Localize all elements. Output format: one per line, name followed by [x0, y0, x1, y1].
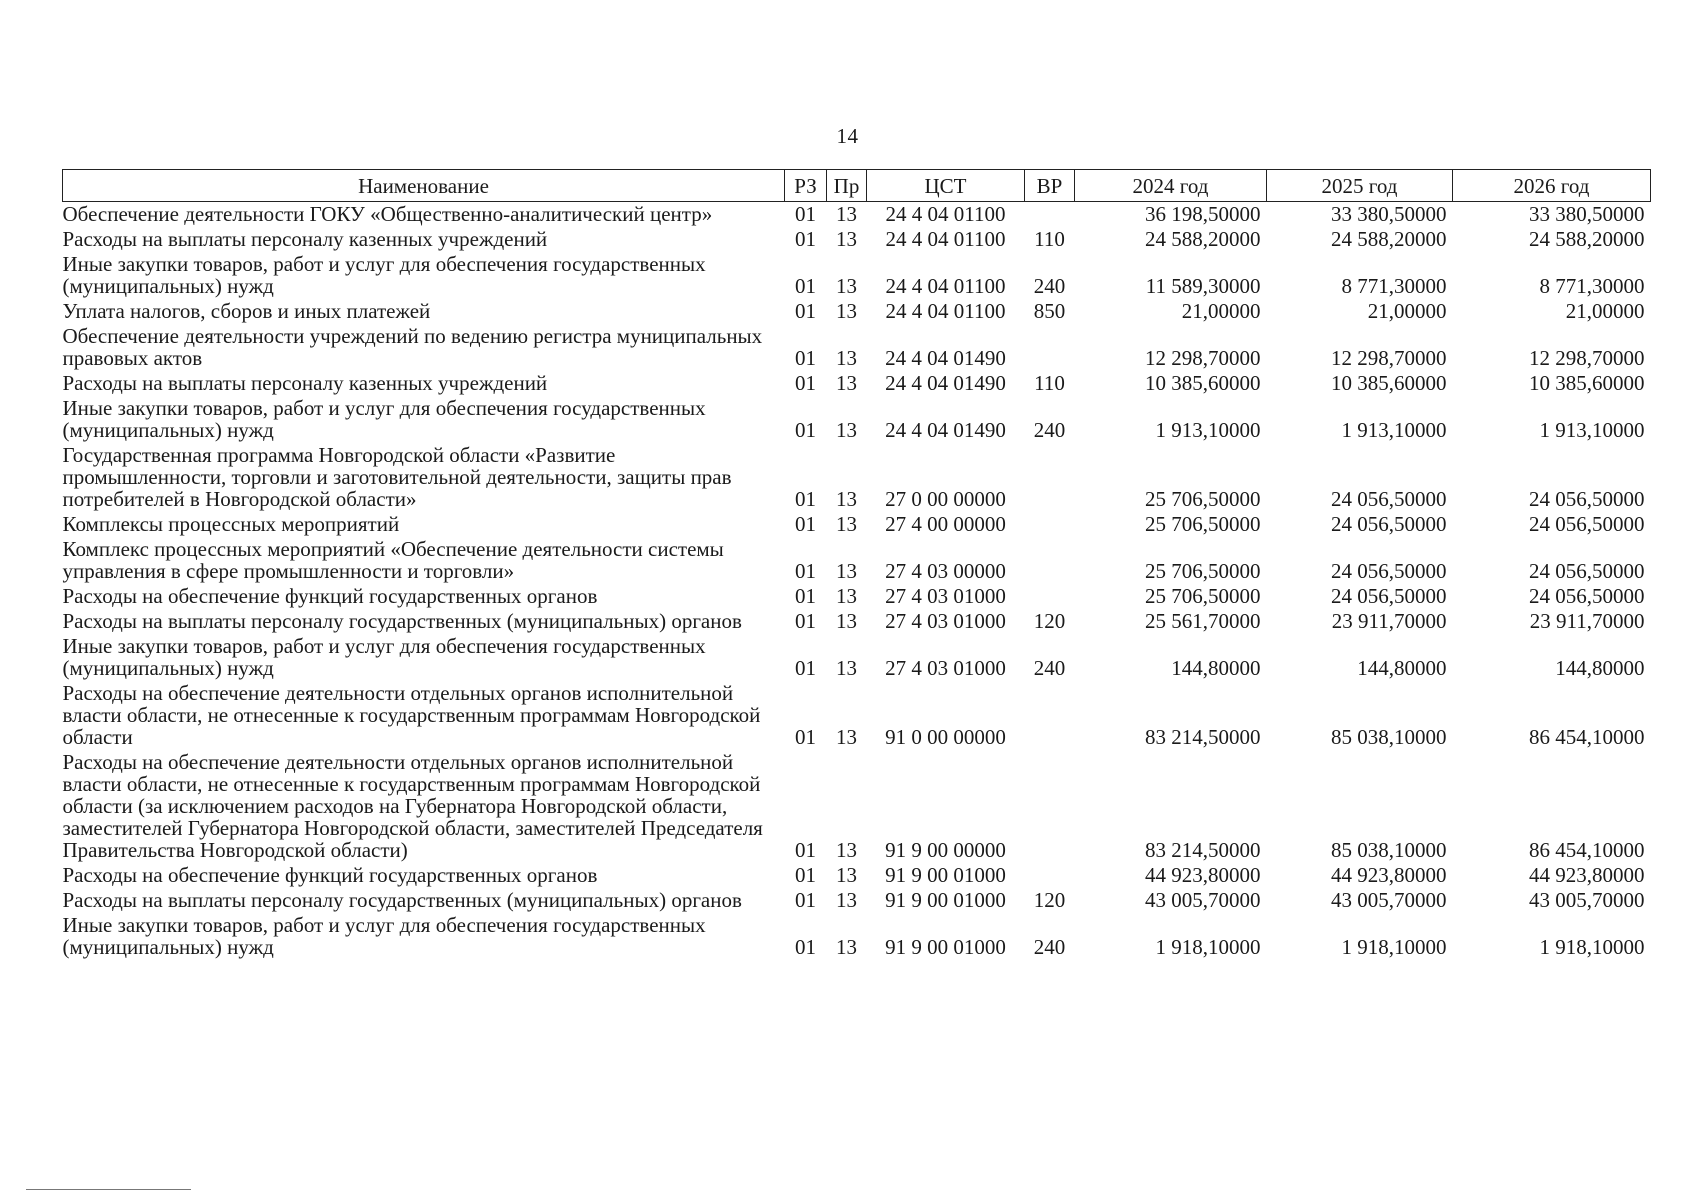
cst-cell: 27 0 00 00000 [885, 487, 1006, 511]
table-header [63, 170, 1651, 202]
pr-cell: 13 [836, 863, 857, 887]
header-2025: 2025 год [1267, 170, 1453, 202]
name-cell: Государственная программа Новгородской области «Развитие промышленности, торговли и заготовительной деятельности, защиты прав потребителей в Новгородской области» [62, 443, 732, 511]
vr-cell: 240 [1033, 656, 1066, 680]
amount-2026-cell: 24 056,50000 [1529, 584, 1645, 608]
amount-2024-cell: 83 214,50000 [1145, 838, 1261, 862]
name-cell: Комплексы процессных мероприятий [62, 512, 400, 536]
pr-cell: 13 [836, 656, 857, 680]
header-row [63, 170, 1651, 202]
rz-cell: 01 [795, 935, 816, 959]
table-row [63, 396, 1651, 443]
cst-cell: 27 4 00 00000 [885, 512, 1006, 536]
pr-cell: 13 [836, 299, 857, 323]
pr-cell: 13 [836, 346, 857, 370]
amount-2024-cell: 83 214,50000 [1145, 725, 1261, 749]
cst-cell: 24 4 04 01100 [885, 274, 1006, 298]
amount-2025-cell: 144,80000 [1357, 656, 1447, 680]
amount-2025-cell: 85 038,10000 [1331, 838, 1447, 862]
amount-2026-cell: 24 056,50000 [1529, 487, 1645, 511]
amount-2024-cell: 12 298,70000 [1145, 346, 1261, 370]
header-2024: 2024 год [1075, 170, 1267, 202]
amount-2025-cell: 12 298,70000 [1331, 346, 1447, 370]
pr-cell: 13 [836, 418, 857, 442]
rz-cell: 01 [795, 838, 816, 862]
vr-cell: 110 [1034, 227, 1065, 251]
amount-2024-cell: 10 385,60000 [1145, 371, 1261, 395]
cst-cell: 24 4 04 01490 [885, 418, 1006, 442]
amount-2024-cell: 1 918,10000 [1155, 935, 1261, 959]
cst-cell: 24 4 04 01100 [885, 299, 1006, 323]
amount-2025-cell: 1 913,10000 [1341, 418, 1447, 442]
page-number: 14 [836, 124, 859, 148]
table-row [63, 750, 1651, 863]
rz-cell: 01 [795, 487, 816, 511]
vr-cell: 850 [1033, 299, 1066, 323]
rz-cell: 01 [795, 609, 816, 633]
name-cell: Комплекс процессных мероприятий «Обеспечение деятельности системы управления в сфере промышленности и торговли» [62, 537, 724, 583]
rz-cell: 01 [795, 227, 816, 251]
cst-cell: 27 4 03 01000 [885, 584, 1006, 608]
cst-cell: 24 4 04 01100 [885, 227, 1006, 251]
name-cell: Расходы на выплаты персоналу казенных учреждений [62, 227, 548, 251]
amount-2026-cell: 21,00000 [1565, 299, 1645, 323]
vr-cell [1025, 324, 1075, 371]
table-row [63, 888, 1651, 913]
amount-2026-cell: 23 911,70000 [1529, 609, 1645, 633]
amount-2026-cell: 144,80000 [1555, 656, 1645, 680]
vr-cell [1025, 584, 1075, 609]
amount-2026-cell: 10 385,60000 [1529, 371, 1645, 395]
name-cell: Расходы на обеспечение деятельности отдельных органов исполнительной власти области, не отнесенные к государственным программам Новгородской области (за исключением расходов на Губернатора Новгородской области, заместителей Губернатора Новгородской области, заместителей Председателя Правительства Новгородской области) [62, 750, 763, 862]
table-row [63, 681, 1651, 750]
pr-cell: 13 [836, 512, 857, 536]
vr-cell [1025, 202, 1075, 228]
amount-2025-cell: 24 056,50000 [1331, 584, 1447, 608]
pr-cell: 13 [836, 274, 857, 298]
name-cell: Расходы на обеспечение функций государственных органов [62, 863, 598, 887]
amount-2025-cell: 24 056,50000 [1331, 487, 1447, 511]
name-cell: Расходы на обеспечение деятельности отдельных органов исполнительной власти области, не отнесенные к государственным программам Новгородской области [62, 681, 761, 749]
amount-2025-cell: 43 005,70000 [1331, 888, 1447, 912]
amount-2024-cell: 43 005,70000 [1145, 888, 1261, 912]
table-row [63, 443, 1651, 512]
vr-cell [1025, 443, 1075, 512]
amount-2024-cell: 25 706,50000 [1145, 512, 1261, 536]
header-rz: РЗ [785, 170, 827, 202]
cst-cell: 27 4 03 01000 [885, 656, 1006, 680]
amount-2024-cell: 144,80000 [1171, 656, 1261, 680]
amount-2025-cell: 44 923,80000 [1331, 863, 1447, 887]
vr-cell: 120 [1033, 888, 1066, 912]
amount-2026-cell: 24 588,20000 [1529, 227, 1645, 251]
pr-cell: 13 [836, 725, 857, 749]
vr-cell: 240 [1033, 935, 1066, 959]
budget-table [62, 169, 1651, 960]
amount-2025-cell: 10 385,60000 [1331, 371, 1447, 395]
table-body [63, 202, 1651, 961]
table-row [63, 512, 1651, 537]
name-cell: Иные закупки товаров, работ и услуг для обеспечения государственных (муниципальных) нужд [62, 396, 706, 442]
name-cell: Уплата налогов, сборов и иных платежей [62, 299, 431, 323]
amount-2024-cell: 44 923,80000 [1145, 863, 1261, 887]
header-vr: ВР [1025, 170, 1075, 202]
amount-2025-cell: 85 038,10000 [1331, 725, 1447, 749]
rz-cell: 01 [795, 418, 816, 442]
pr-cell: 13 [836, 838, 857, 862]
amount-2026-cell: 33 380,50000 [1529, 202, 1645, 226]
amount-2026-cell: 44 923,80000 [1529, 863, 1645, 887]
cst-cell: 27 4 03 00000 [885, 559, 1006, 583]
rz-cell: 01 [795, 888, 816, 912]
amount-2024-cell: 25 561,70000 [1145, 609, 1261, 633]
amount-2026-cell: 24 056,50000 [1529, 512, 1645, 536]
amount-2024-cell: 25 706,50000 [1145, 559, 1261, 583]
table-row [63, 202, 1651, 228]
table-row [63, 324, 1651, 371]
pr-cell: 13 [836, 371, 857, 395]
amount-2024-cell: 1 913,10000 [1155, 418, 1261, 442]
amount-2025-cell: 1 918,10000 [1341, 935, 1447, 959]
table-row [63, 584, 1651, 609]
vr-cell [1025, 537, 1075, 584]
vr-cell [1025, 863, 1075, 888]
amount-2025-cell: 23 911,70000 [1331, 609, 1447, 633]
name-cell: Иные закупки товаров, работ и услуг для обеспечения государственных (муниципальных) нужд [62, 252, 706, 298]
vr-cell [1025, 512, 1075, 537]
pr-cell: 13 [836, 202, 857, 226]
name-cell: Иные закупки товаров, работ и услуг для обеспечения государственных (муниципальных) нужд [62, 913, 706, 959]
pr-cell: 13 [836, 487, 857, 511]
header-name: Наименование [63, 170, 785, 202]
cst-cell: 27 4 03 01000 [885, 609, 1006, 633]
cst-cell: 24 4 04 01490 [885, 371, 1006, 395]
vr-cell: 120 [1033, 609, 1066, 633]
rz-cell: 01 [795, 863, 816, 887]
pr-cell: 13 [836, 559, 857, 583]
name-cell: Расходы на выплаты персоналу государственных (муниципальных) органов [62, 609, 742, 633]
pr-cell: 13 [836, 888, 857, 912]
table-row [63, 227, 1651, 252]
cst-cell: 91 0 00 00000 [885, 725, 1006, 749]
pr-cell: 13 [836, 227, 857, 251]
rz-cell: 01 [795, 202, 816, 226]
rz-cell: 01 [795, 346, 816, 370]
amount-2024-cell: 25 706,50000 [1145, 487, 1261, 511]
table-row [63, 609, 1651, 634]
cst-cell: 91 9 00 01000 [885, 863, 1006, 887]
name-cell: Расходы на выплаты персоналу государственных (муниципальных) органов [62, 888, 742, 912]
cst-cell: 91 9 00 00000 [885, 838, 1006, 862]
rz-cell: 01 [795, 512, 816, 536]
rz-cell: 01 [795, 299, 816, 323]
name-cell: Расходы на выплаты персоналу казенных учреждений [62, 371, 548, 395]
table-row [63, 371, 1651, 396]
amount-2025-cell: 24 588,20000 [1331, 227, 1447, 251]
name-cell: Расходы на обеспечение функций государственных органов [62, 584, 598, 608]
amount-2024-cell: 21,00000 [1181, 299, 1261, 323]
cst-cell: 24 4 04 01490 [885, 346, 1006, 370]
footer-rule [26, 1189, 191, 1190]
amount-2024-cell: 25 706,50000 [1145, 584, 1261, 608]
rz-cell: 01 [795, 559, 816, 583]
header-2026: 2026 год [1453, 170, 1651, 202]
cst-cell: 24 4 04 01100 [885, 202, 1006, 226]
cst-cell: 91 9 00 01000 [885, 888, 1006, 912]
vr-cell: 110 [1034, 371, 1065, 395]
table-row [63, 299, 1651, 324]
vr-cell: 240 [1033, 418, 1066, 442]
amount-2024-cell: 11 589,30000 [1145, 274, 1261, 298]
amount-2025-cell: 8 771,30000 [1341, 274, 1447, 298]
amount-2024-cell: 24 588,20000 [1145, 227, 1261, 251]
amount-2026-cell: 12 298,70000 [1529, 346, 1645, 370]
table-row [63, 252, 1651, 299]
amount-2026-cell: 43 005,70000 [1529, 888, 1645, 912]
rz-cell: 01 [795, 274, 816, 298]
amount-2026-cell: 24 056,50000 [1529, 559, 1645, 583]
pr-cell: 13 [836, 609, 857, 633]
pr-cell: 13 [836, 584, 857, 608]
amount-2025-cell: 33 380,50000 [1331, 202, 1447, 226]
vr-cell: 240 [1033, 274, 1066, 298]
amount-2026-cell: 8 771,30000 [1539, 274, 1645, 298]
amount-2025-cell: 24 056,50000 [1331, 512, 1447, 536]
header-pr: Пр [827, 170, 867, 202]
name-cell: Обеспечение деятельности ГОКУ «Общественно-аналитический центр» [62, 202, 713, 226]
amount-2025-cell: 24 056,50000 [1331, 559, 1447, 583]
vr-cell [1025, 681, 1075, 750]
name-cell: Обеспечение деятельности учреждений по ведению регистра муниципальных правовых актов [62, 324, 763, 370]
table-row [63, 913, 1651, 960]
amount-2025-cell: 21,00000 [1367, 299, 1447, 323]
table-row [63, 537, 1651, 584]
rz-cell: 01 [795, 584, 816, 608]
rz-cell: 01 [795, 656, 816, 680]
rz-cell: 01 [795, 725, 816, 749]
table-row [63, 863, 1651, 888]
amount-2026-cell: 1 913,10000 [1539, 418, 1645, 442]
amount-2026-cell: 86 454,10000 [1529, 838, 1645, 862]
rz-cell: 01 [795, 371, 816, 395]
table-row [63, 634, 1651, 681]
cst-cell: 91 9 00 01000 [885, 935, 1006, 959]
amount-2026-cell: 1 918,10000 [1539, 935, 1645, 959]
amount-2026-cell: 86 454,10000 [1529, 725, 1645, 749]
name-cell: Иные закупки товаров, работ и услуг для обеспечения государственных (муниципальных) нужд [62, 634, 706, 680]
header-cst: ЦСТ [867, 170, 1025, 202]
amount-2024-cell: 36 198,50000 [1145, 202, 1261, 226]
vr-cell [1025, 750, 1075, 863]
pr-cell: 13 [836, 935, 857, 959]
